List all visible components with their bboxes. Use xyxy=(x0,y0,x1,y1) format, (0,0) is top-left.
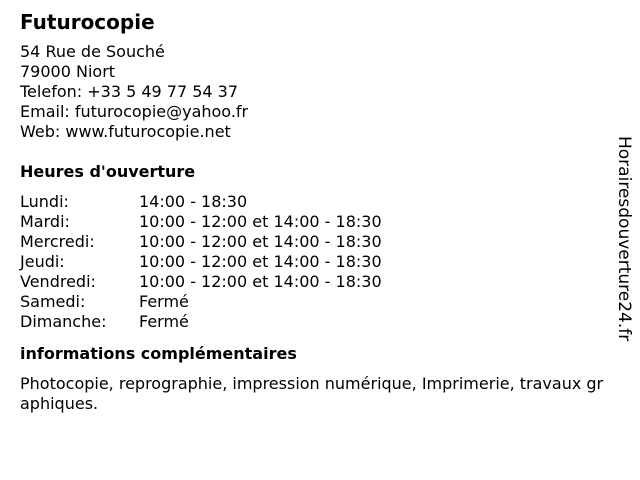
hours-value: 10:00 - 12:00 et 14:00 - 18:30 xyxy=(139,232,382,251)
opening-hours-table xyxy=(20,192,610,332)
email-line: Email: futurocopie@yahoo.fr xyxy=(20,102,249,121)
additional-info-text: Photocopie, reprographie, impression numérique, Imprimerie, travaux graphiques. xyxy=(20,374,604,413)
hours-value: Fermé xyxy=(139,292,189,311)
day-label: Mardi: xyxy=(20,212,70,231)
hours-row-wednesday xyxy=(20,232,610,252)
day-label: Samedi: xyxy=(20,292,86,311)
day-label: Dimanche: xyxy=(20,312,107,331)
hours-row-thursday xyxy=(20,252,610,272)
hours-row-friday xyxy=(20,272,610,292)
hours-row-tuesday xyxy=(20,212,610,232)
day-label: Lundi: xyxy=(20,192,69,211)
street-address: 54 Rue de Souché xyxy=(20,42,165,61)
city-line: 79000 Niort xyxy=(20,62,116,81)
hours-value: 10:00 - 12:00 et 14:00 - 18:30 xyxy=(139,252,382,271)
day-label: Vendredi: xyxy=(20,272,96,291)
phone-line: Telefon: +33 5 49 77 54 37 xyxy=(20,82,239,101)
hours-value: Fermé xyxy=(139,312,189,331)
web-line: Web: www.futurocopie.net xyxy=(20,122,231,141)
day-label: Mercredi: xyxy=(20,232,95,251)
day-label: Jeudi: xyxy=(20,252,65,271)
contact-block xyxy=(20,42,610,142)
hours-row-monday xyxy=(20,192,610,212)
hours-row-sunday xyxy=(20,312,610,332)
business-card xyxy=(20,10,610,414)
opening-hours-heading: Heures d'ouverture xyxy=(20,162,196,181)
hours-row-saturday xyxy=(20,292,610,312)
hours-value: 14:00 - 18:30 xyxy=(139,192,248,211)
hours-value: 10:00 - 12:00 et 14:00 - 18:30 xyxy=(139,272,382,291)
site-watermark: Horairesdouverture24.fr xyxy=(614,136,634,342)
business-name: Futurocopie xyxy=(20,10,155,34)
hours-value: 10:00 - 12:00 et 14:00 - 18:30 xyxy=(139,212,382,231)
additional-info-heading: informations complémentaires xyxy=(20,344,297,363)
